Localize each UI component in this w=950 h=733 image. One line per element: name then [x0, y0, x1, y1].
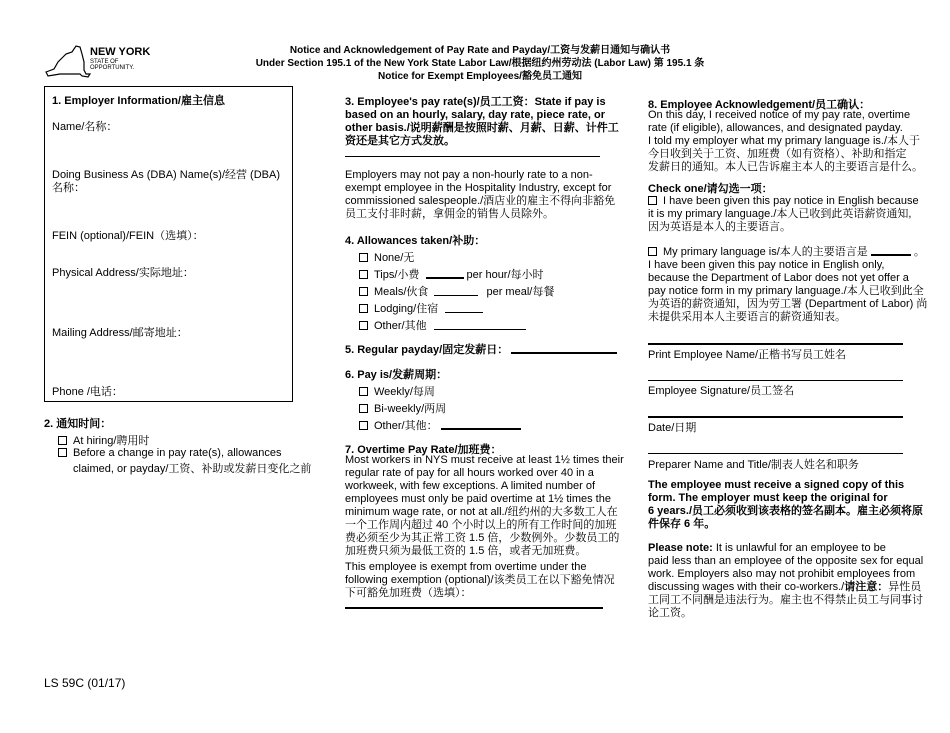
tips-amount-field[interactable]	[426, 268, 464, 279]
ack-line: rate (if eligible), allowances, and designated payday.	[648, 122, 903, 134]
ack-line: 今日收到关于工资、加班费（如有资格）、补助和指定	[648, 148, 907, 160]
other-allowance-checkbox[interactable]	[359, 321, 368, 330]
note-line: 论工资。	[648, 607, 692, 619]
regular-payday	[345, 341, 617, 357]
weekly-label: Weekly/每周	[374, 386, 435, 398]
phone-label[interactable]: Phone /电话：	[52, 386, 123, 398]
signature-line[interactable]	[648, 380, 903, 381]
form-header	[230, 44, 730, 83]
other-language-line: 未提供采用本人主要语言的薪资通知表。	[648, 311, 846, 323]
copy-line: The employee must receive a signed copy of this	[648, 479, 905, 491]
allowance-other[interactable]	[359, 317, 526, 333]
regular-payday-field[interactable]	[511, 343, 617, 354]
english-primary-label: I have been given this pay notice in English because	[663, 195, 919, 207]
exemption-text	[345, 561, 615, 600]
hospitality-note	[345, 169, 615, 221]
overtime-line: regular rate of pay for all hours worked over 40 in a	[345, 467, 594, 479]
overtime-line: employees must only be paid overtime at 1½ times the	[345, 493, 611, 505]
note-line: It is unlawful for an employee to be	[712, 542, 886, 554]
lodging-label: Lodging/住宿	[374, 303, 439, 315]
biweekly-label: Bi-weekly/两周	[374, 403, 447, 415]
other-language-option[interactable]: My primary language is/本人的主要语言是 。 I have been given this pay notice in English only, because the Department of Labor does not yet offer a pay notice form in my primary language./本人已收到此全 为英语的薪资通知，因为劳工署 (Department of Labor) 尚 未提供采用本人主要语言的薪资通知表。	[648, 246, 928, 323]
biweekly-checkbox[interactable]	[359, 404, 368, 413]
employer-name-label[interactable]: Name/名称：	[52, 121, 118, 133]
exemption-line: This employee is exempt from overtime under the	[345, 561, 587, 573]
before-change-label-2: claimed, or payday/工资、补助或发薪日变化之前	[73, 463, 312, 475]
pay-rate-title	[345, 96, 619, 148]
date-label: Date/日期	[648, 422, 697, 434]
physical-address-label[interactable]: Physical Address/实际地址：	[52, 267, 194, 279]
other-language-line: because the Department of Labor does not yet offer a	[648, 272, 909, 284]
pay-rate-title-1: 3. Employee's pay rate(s)/员工工资：State if pay is	[345, 96, 606, 108]
other-allowance-label: Other/其他	[374, 320, 427, 332]
hospitality-note-2: exempt employee in the Hospitality Industry, except for	[345, 182, 612, 194]
acknowledgement-body	[648, 109, 923, 174]
overtime-line: 一个工作周内超过 40 个小时以上的所有工作时间的加班	[345, 519, 617, 531]
other-pay-label: Other/其他：	[374, 420, 438, 432]
meals-unit-label: per meal/每餐	[486, 286, 555, 298]
tips-unit-label: per hour/每小时	[466, 269, 544, 281]
note-line: discussing wages with their co-workers./	[648, 581, 845, 593]
header-notice-type: Notice for Exempt Employees/豁免员工通知	[378, 71, 582, 82]
ack-line: 发薪日的通知。本人已告诉雇主本人的主要语言是什么。	[648, 161, 923, 173]
hospitality-note-4: 员工支付非时薪，拿佣金的销售人员除外。	[345, 208, 554, 220]
mailing-address-label[interactable]: Mailing Address/邮寄地址：	[52, 327, 188, 339]
header-subtitle: Under Section 195.1 of the New York State Labor Law/根据纽约州劳动法 (Labor Law) 第 195.1 条	[255, 58, 705, 69]
other-pay-field[interactable]	[441, 419, 521, 430]
other-language-label: My primary language is/本人的主要语言是	[663, 246, 868, 258]
note-line: 异性员	[888, 581, 922, 593]
overtime-title: 7. Overtime Pay Rate/加班费：	[345, 444, 502, 456]
tips-checkbox[interactable]	[359, 270, 368, 279]
note-line: 工同工不同酬是违法行为。雇主也不得禁止员工与同事讨	[648, 594, 923, 606]
english-primary-label-3: 因为英语是本人的主要语言。	[648, 221, 791, 233]
ny-state-map-icon	[44, 44, 94, 80]
date-line[interactable]	[648, 416, 903, 418]
copy-line: form. The employer must keep the original for	[648, 492, 888, 504]
at-hiring-checkbox[interactable]	[58, 436, 67, 445]
overtime-line: workweek, with few exceptions. A limited number of	[345, 480, 596, 492]
meals-amount-field[interactable]	[434, 286, 478, 296]
form-id: LS 59C (01/17)	[44, 676, 126, 690]
preparer-line[interactable]	[648, 453, 903, 454]
note-line: work. Employers also may not prohibit employees from	[648, 568, 916, 580]
other-pay-checkbox[interactable]	[359, 421, 368, 430]
ny-state-logo	[44, 44, 154, 80]
other-language-checkbox[interactable]	[648, 247, 657, 256]
at-hiring-option[interactable]	[58, 432, 149, 448]
equal-pay-note	[648, 542, 923, 620]
meals-label: Meals/伙食	[374, 286, 429, 298]
please-note-label: Please note:	[648, 542, 713, 554]
overtime-line: minimum wage rate, or not at all./纽约州的大多数工人在	[345, 506, 618, 518]
dba-name-label[interactable]: Doing Business As (DBA) Name(s)/经营 (DBA)	[52, 169, 280, 181]
meals-checkbox[interactable]	[359, 287, 368, 296]
note-bold: 请注意：	[844, 581, 889, 593]
pay-rate-title-2: based on an hourly, salary, day rate, piece rate, or	[345, 109, 606, 121]
lodging-checkbox[interactable]	[359, 304, 368, 313]
lodging-amount-field[interactable]	[445, 303, 483, 313]
overtime-line: 加班费只须为最低工资的 1.5 倍，或者无加班费。	[345, 545, 587, 557]
ack-line: I told my employer what my primary language is./本人于	[648, 135, 921, 147]
at-hiring-label: At hiring/聘用时	[73, 435, 150, 447]
allowance-none[interactable]	[359, 249, 414, 265]
before-change-label: Before a change in pay rate(s), allowances	[73, 447, 282, 459]
pay-rate-input-line[interactable]	[345, 156, 600, 157]
copy-line: 件保存 6 年。	[648, 518, 716, 530]
note-line: paid less than an employee of the opposite sex for equal	[648, 555, 924, 567]
pay-other-option[interactable]	[359, 417, 521, 433]
english-primary-label-2: it is my primary language./本人已收到此英语薪资通知,	[648, 208, 912, 220]
english-primary-option[interactable]	[648, 195, 919, 234]
other-allowance-field[interactable]	[434, 320, 526, 330]
other-language-line: I have been given this pay notice in English only,	[648, 259, 885, 271]
hospitality-note-1: Employers may not pay a non-hourly rate to a non-	[345, 169, 593, 181]
tips-label: Tips/小费	[374, 269, 420, 281]
dba-name-label-2: 名称：	[52, 182, 85, 194]
employer-info-title: 1. Employer Information/雇主信息	[52, 95, 225, 107]
exemption-line: following exemption (optional)/该类员工在以下豁免情况	[345, 574, 615, 586]
allowance-tips[interactable]	[359, 266, 544, 282]
english-primary-checkbox[interactable]	[648, 196, 657, 205]
weekly-checkbox[interactable]	[359, 387, 368, 396]
allowance-lodging[interactable]	[359, 300, 483, 316]
other-language-line: pay notice form in my primary language./本人已收到此全	[648, 285, 924, 297]
acknowledgement-title: 8. Employee Acknowledgement/员工确认：	[648, 99, 871, 111]
pay-frequency-title: 6. Pay is/发薪周期：	[345, 369, 448, 381]
before-change-option[interactable]	[58, 447, 282, 459]
none-checkbox[interactable]	[359, 253, 368, 262]
pay-rate-title-4: 资还是其它方式发放。	[345, 135, 455, 147]
logo-line-2: STATE OF	[90, 59, 119, 65]
copy-line: 6 years./员工必须收到该表格的签名副本。雇主必须将原	[648, 505, 924, 517]
pay-biweekly-option[interactable]	[359, 400, 446, 416]
overtime-line: 费必须至少为其正常工资 1.5 倍，少数例外。少数员工的	[345, 532, 620, 544]
copy-retention-note	[648, 479, 923, 531]
primary-language-field[interactable]	[871, 245, 911, 256]
none-label: None/无	[374, 252, 415, 264]
exemption-line: 下可豁免加班费（选填）：	[345, 587, 472, 599]
pay-rate-title-3: other basis./说明薪酬是按照时薪、月薪、日薪、计件工	[345, 122, 619, 134]
header-title: Notice and Acknowledgement of Pay Rate and Payday/工资与发薪日通知与确认书	[289, 45, 671, 56]
print-name-label: Print Employee Name/正楷书写员工姓名	[648, 349, 847, 361]
check-one-label: Check one/请勾选一项：	[648, 183, 773, 195]
before-change-checkbox[interactable]	[58, 448, 67, 457]
overtime-body	[345, 454, 624, 558]
allowance-meals[interactable]	[359, 283, 554, 299]
pay-weekly-option[interactable]	[359, 383, 435, 399]
overtime-line: Most workers in NYS must receive at least 1½ times their	[345, 454, 624, 466]
fein-label[interactable]: FEIN (optional)/FEIN（选填）：	[52, 230, 204, 242]
print-name-line[interactable]	[648, 343, 903, 345]
preparer-label: Preparer Name and Title/制表人姓名和职务	[648, 459, 859, 471]
logo-line-1: NEW YORK	[90, 46, 151, 58]
regular-payday-label: 5. Regular payday/固定发薪日：	[345, 344, 509, 356]
allowances-title: 4. Allowances taken/补助：	[345, 235, 486, 247]
ack-line: On this day, I received notice of my pay rate, overtime	[648, 109, 911, 121]
hospitality-note-3: commissioned salespeople./酒店业的雇主不得向非豁免	[345, 195, 616, 207]
other-language-line: 为英语的薪资通知，因为劳工署 (Department of Labor) 尚	[648, 298, 928, 310]
exemption-input-line[interactable]	[345, 607, 603, 609]
logo-line-3: OPPORTUNITY.	[90, 65, 135, 71]
notice-time-title: 2. 通知时间：	[44, 418, 112, 430]
signature-label: Employee Signature/员工签名	[648, 385, 795, 397]
